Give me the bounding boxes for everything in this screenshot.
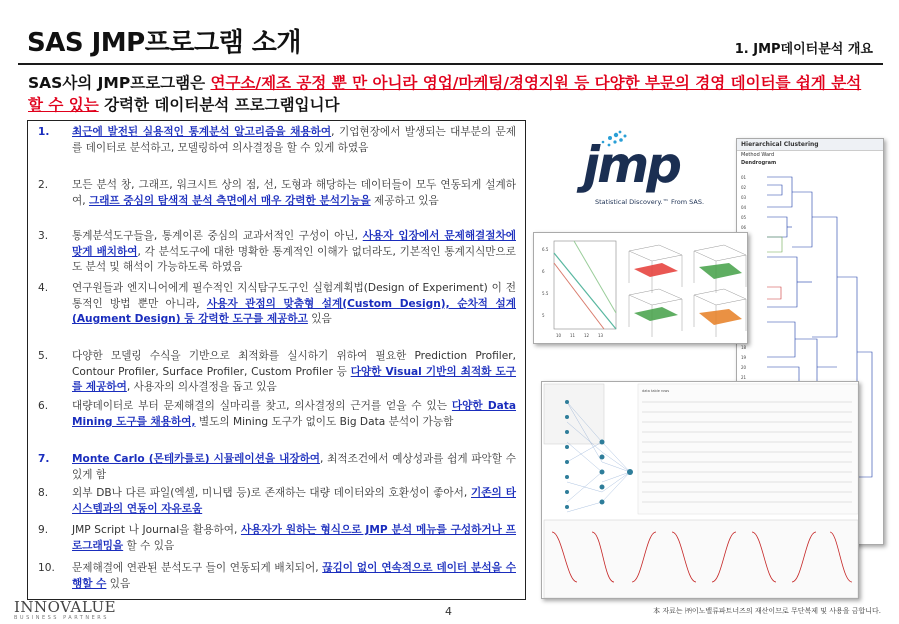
svg-text:06: 06 xyxy=(741,225,747,230)
item-text-tail: 있음 xyxy=(307,313,332,326)
item-text-tail: , 사용자의 의사결정을 돕고 있음 xyxy=(126,381,277,394)
lead-statement xyxy=(28,72,873,116)
svg-text:10: 10 xyxy=(556,333,562,338)
item-text: 문제해결에 연관된 분석도구 들이 연동되게 배치되어, xyxy=(72,562,323,574)
svg-text:02: 02 xyxy=(741,185,747,190)
svg-text:01: 01 xyxy=(741,175,747,180)
item-emphasis: 사용자가 원하는 형식으로 JMP 분석 메뉴를 구성하거나 프로그래밍을 xyxy=(72,524,517,552)
item-text-tail: 제공하고 있음 xyxy=(370,194,439,207)
svg-text:11: 11 xyxy=(570,333,576,338)
svg-text:21: 21 xyxy=(741,375,747,380)
lead-part1: SAS사의 JMP프로그램은 xyxy=(28,74,211,92)
company-logo xyxy=(14,598,116,621)
item-emphasis: 최근에 발전된 실용적인 통계분석 알고리즘을 채용하여 xyxy=(72,126,332,138)
jmp-logo xyxy=(555,128,705,208)
feature-item-3 xyxy=(38,229,516,276)
item-number: 7. xyxy=(38,453,50,465)
cluster-menu: Method Ward xyxy=(741,152,775,158)
item-number: 8. xyxy=(38,487,49,499)
cluster-subtitle: Dendrogram xyxy=(741,160,777,166)
item-number: 2. xyxy=(38,179,49,191)
page-title: SAS JMP프로그램 소개 xyxy=(27,28,301,58)
item-text-tail: 할 수 있음 xyxy=(123,539,175,552)
svg-text:19: 19 xyxy=(741,355,747,360)
item-text: 연구원들과 엔지니어에게 필수적인 지식탐구도구인 실험계획법(Design of Experiment) 이 전통적인 방법 뿐만 아니라, xyxy=(72,282,516,310)
svg-text:12: 12 xyxy=(584,333,590,338)
feature-item-4 xyxy=(38,281,516,328)
item-text-tail: , 각 분석도구에 대한 명확한 통계적인 이해가 없더라도, 기본적인 통계지식만으로도 분석 및 해석이 가능하도록 하였음 xyxy=(72,245,517,274)
neural-net-screenshot xyxy=(541,381,859,599)
profiler-screenshot xyxy=(533,232,748,344)
page-number: 4 xyxy=(445,605,452,618)
svg-text:6.5: 6.5 xyxy=(542,247,549,252)
item-text: JMP Script 나 Journal을 활용하여, xyxy=(72,524,241,536)
jmp-wordmark: jmp xyxy=(583,136,680,194)
item-emphasis: Monte Carlo (몬테카를로) 시뮬레이션을 내장하여 xyxy=(72,453,321,465)
item-text-tail: , 기업현장에서 발생되는 대부분의 문제를 데이터로 분석하고, 모델링하여 의사결정을 할 수 있게 하였음 xyxy=(72,126,516,154)
item-number: 5. xyxy=(38,350,49,362)
svg-text:5: 5 xyxy=(542,313,545,318)
item-emphasis: 끊김이 없이 연속적으로 데이터 분석을 수행할 수 xyxy=(72,562,516,590)
svg-text:6: 6 xyxy=(542,269,545,274)
item-text: 통계분석도구들을, 통계이론 중심의 교과서적인 구성이 아닌, xyxy=(72,230,363,242)
profiler-graphic xyxy=(534,233,748,344)
section-label: 1. JMP데이터분석 개요 xyxy=(734,42,873,57)
svg-text:05: 05 xyxy=(741,215,747,220)
feature-list-box xyxy=(27,120,526,600)
item-emphasis: 다양한 Visual 기반의 최적화 도구를 제공하여 xyxy=(72,365,517,394)
cluster-title: Hierarchical Clustering xyxy=(737,139,883,151)
item-text-tail: , 최적조건에서 예상성과를 쉽게 파악할 수 있게 함 xyxy=(72,453,516,481)
title-divider xyxy=(18,63,883,65)
item-text-tail: 있음 xyxy=(106,577,131,590)
logo-wordmark: INNOVALUE xyxy=(14,598,117,616)
lead-highlight: 연구소/제조 공정 뿐 만 아니라 영업/마케팅/경영지원 등 다양한 부문의 경영 데이터를 쉽게 분석할 수 있는 xyxy=(28,74,862,114)
item-text: 외부 DB나 다른 파일(엑셀, 미니탭 등)로 존재하는 대량 데이터와의 호환성이 좋아서, xyxy=(72,487,471,499)
item-text: 모든 분석 창, 그래프, 워크시트 상의 점, 선, 도형과 해당하는 데이터들이 모두 연동되게 설계하여, xyxy=(72,179,516,207)
neural-net-graphic xyxy=(542,382,859,599)
item-number: 1. xyxy=(38,126,50,138)
item-number: 3. xyxy=(38,230,49,242)
feature-item-10 xyxy=(38,561,516,592)
feature-item-8 xyxy=(38,486,516,517)
svg-text:18: 18 xyxy=(741,345,747,350)
lead-part2: 강력한 데이터분석 프로그램입니다 xyxy=(98,96,340,114)
item-emphasis: 다양한 Data Mining 도구를 채용하여, xyxy=(72,400,517,428)
item-number: 4. xyxy=(38,282,49,294)
item-text: 대량데이터로 부터 문제해결의 실마리를 찾고, 의사결정의 근거를 얻을 수 있는 xyxy=(72,400,452,412)
item-text-tail: 별도의 Mining 도구가 없이도 Big Data 분석이 가능함 xyxy=(195,415,454,428)
item-text: 다양한 모델링 수식을 기반으로 최적화를 실시하기 위하여 필요한 Prediction Profiler, Contour Profiler, Surface Profiler, Custom Profiler 등 xyxy=(72,350,516,378)
svg-text:13: 13 xyxy=(598,333,604,338)
feature-item-2 xyxy=(38,178,516,209)
feature-item-6 xyxy=(38,399,516,430)
item-emphasis: 그래프 중심의 탐색적 분석 측면에서 매우 강력한 분석기능을 xyxy=(88,194,371,207)
svg-text:data table rows: data table rows xyxy=(642,389,670,393)
item-number: 9. xyxy=(38,524,49,536)
feature-item-5 xyxy=(38,349,516,396)
copyright-notice: 本 자료는 ㈜이노밸류파트너즈의 재산이므로 무단복제 및 사용을 금합니다. xyxy=(653,607,881,615)
svg-text:20: 20 xyxy=(741,365,747,370)
svg-text:03: 03 xyxy=(741,195,747,200)
svg-text:5.5: 5.5 xyxy=(542,291,549,296)
item-number: 6. xyxy=(38,400,49,412)
feature-item-7 xyxy=(38,452,516,483)
jmp-tagline: Statistical Discovery.™ From SAS. xyxy=(595,198,705,206)
feature-item-1 xyxy=(38,125,516,156)
feature-item-9 xyxy=(38,523,516,554)
item-emphasis: 사용자 입장에서 문제해결절차에 맞게 배치하여 xyxy=(72,230,516,258)
item-number: 10. xyxy=(38,562,55,574)
item-emphasis: 사용자 관점의 맞춤형 설계(Custom Design), 순차적 설계(Augment Design) 등 강력한 도구를 제공하고 xyxy=(72,297,516,326)
svg-text:04: 04 xyxy=(741,205,747,210)
logo-subtitle: BUSINESS PARTNERS xyxy=(14,615,109,621)
item-emphasis: 기존의 타 시스템과의 연동이 자유로움 xyxy=(72,487,516,515)
